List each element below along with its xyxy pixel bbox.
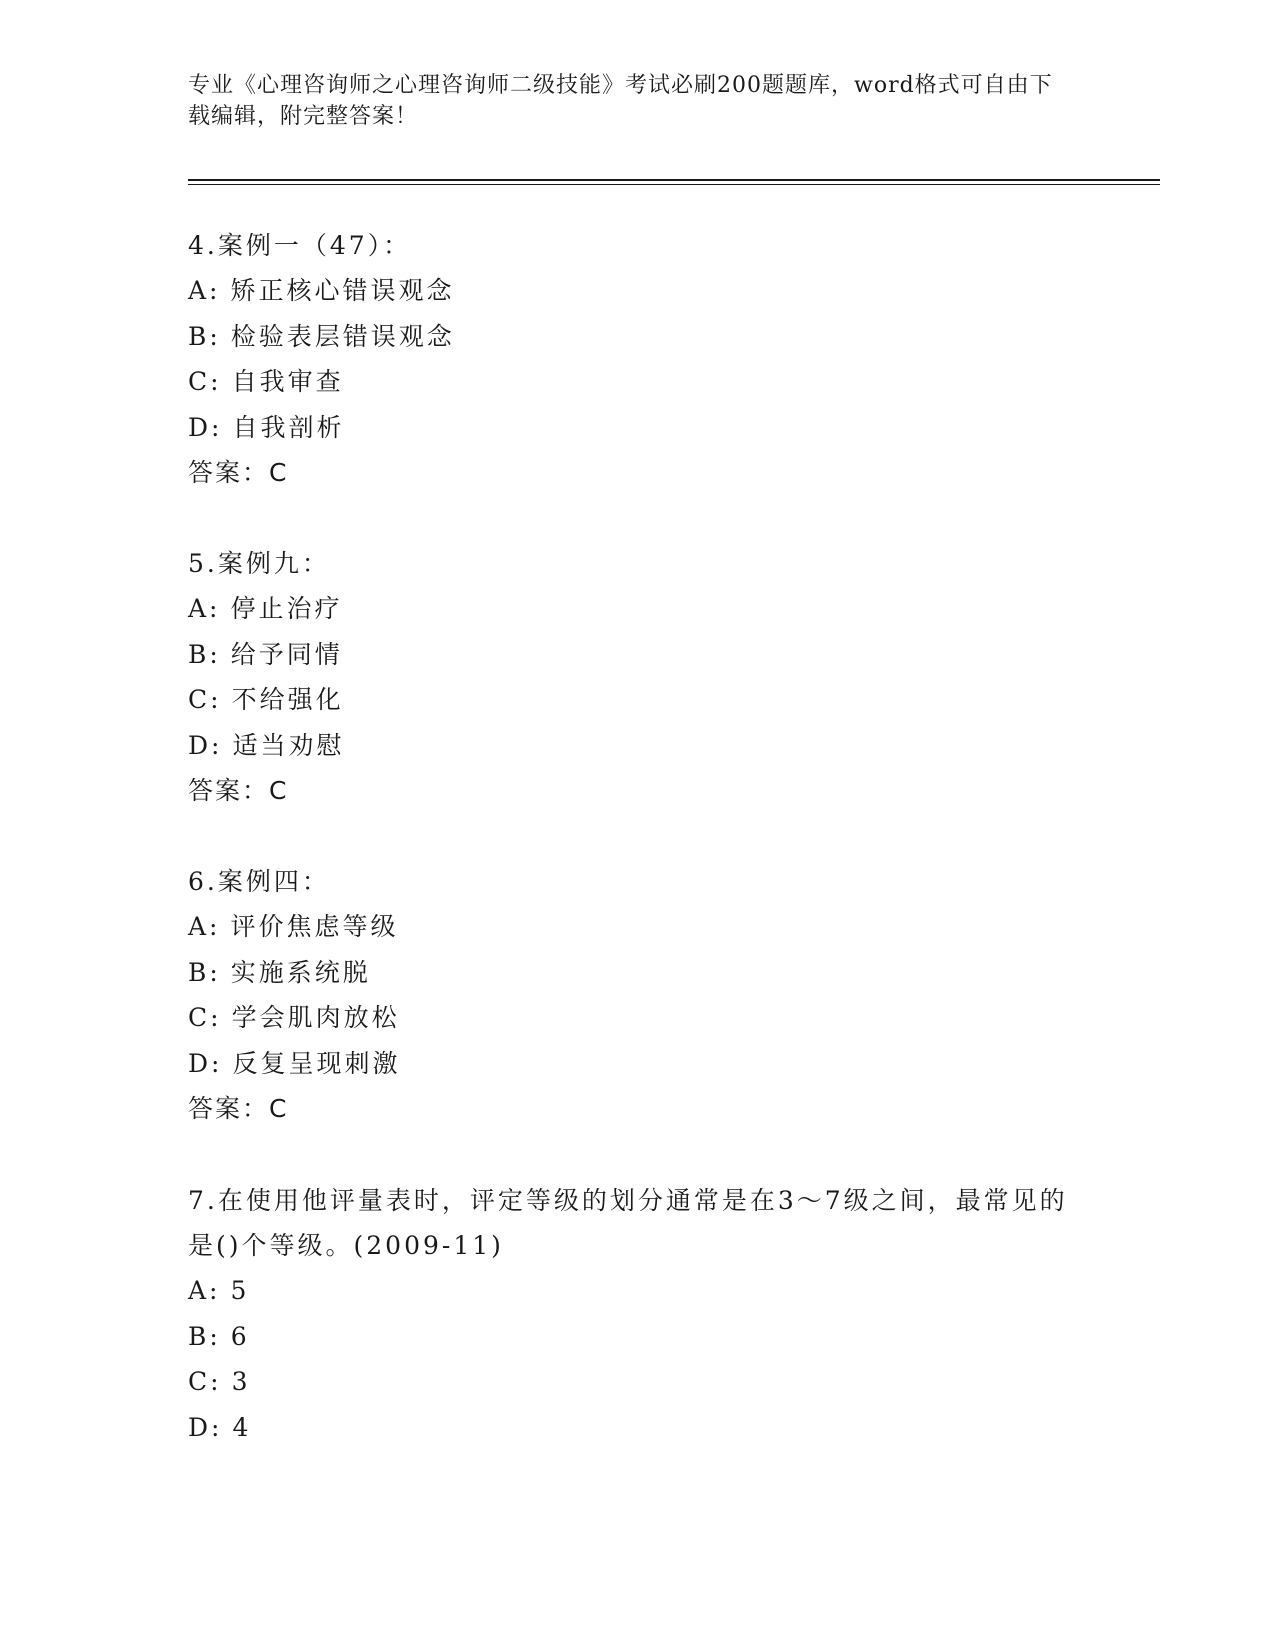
option-text: 学会肌肉放松 xyxy=(231,1003,400,1032)
question-6 xyxy=(188,859,1088,1131)
option-b xyxy=(188,314,1088,360)
option-a xyxy=(188,1268,1068,1314)
option-letter: D: xyxy=(188,1412,223,1442)
question-stem: 6.案例四： xyxy=(188,867,330,896)
option-text: 6 xyxy=(230,1321,250,1351)
option-a xyxy=(188,904,1088,950)
question-stem: 4.案例一（47）： xyxy=(188,231,412,260)
option-text: 4 xyxy=(232,1412,252,1442)
answer-line: 答案：C xyxy=(188,776,289,805)
option-d xyxy=(188,723,1088,769)
option-text: 检验表层错误观念 xyxy=(230,321,455,351)
question-stem: 7.在使用他评量表时，评定等级的划分通常是在3～7级之间，最常见的是()个等级。(2009-11) xyxy=(188,1186,1068,1260)
option-letter: D: xyxy=(188,412,223,442)
option-b xyxy=(188,632,1088,678)
option-text: 不给强化 xyxy=(231,685,344,714)
option-letter: D: xyxy=(188,1048,223,1078)
header-divider-thick xyxy=(188,179,1160,181)
option-letter: C: xyxy=(188,367,222,396)
option-letter: D: xyxy=(188,730,223,760)
option-d xyxy=(188,405,1088,451)
option-c xyxy=(188,359,1088,405)
option-text: 给予同情 xyxy=(230,639,343,669)
question-4 xyxy=(188,223,1088,495)
option-text: 停止治疗 xyxy=(230,594,343,623)
option-text: 适当劝慰 xyxy=(232,730,345,760)
option-letter: B: xyxy=(188,1321,221,1351)
question-7 xyxy=(188,1178,1068,1450)
option-text: 评价焦虑等级 xyxy=(230,912,399,941)
option-text: 实施系统脱 xyxy=(230,957,371,987)
answer-line: 答案：C xyxy=(188,458,289,487)
option-c xyxy=(188,995,1088,1041)
option-d xyxy=(188,1405,1068,1451)
option-letter: B: xyxy=(188,321,221,351)
option-letter: A: xyxy=(188,1276,221,1305)
option-c xyxy=(188,1359,1068,1405)
option-letter: C: xyxy=(188,1003,222,1032)
option-text: 自我剖析 xyxy=(232,412,345,442)
option-letter: C: xyxy=(188,1367,222,1396)
option-letter: A: xyxy=(188,276,221,305)
document-header: 专业《心理咨询师之心理咨询师二级技能》考试必刷200题题库，word格式可自由下载编辑，附完整答案！ xyxy=(188,73,1053,129)
option-a xyxy=(188,586,1088,632)
option-text: 反复呈现刺激 xyxy=(232,1048,401,1078)
option-letter: A: xyxy=(188,912,221,941)
option-text: 矫正核心错误观念 xyxy=(230,276,455,305)
option-d xyxy=(188,1041,1088,1087)
option-text: 3 xyxy=(231,1367,251,1396)
option-letter: B: xyxy=(188,639,221,669)
option-text: 自我审查 xyxy=(231,367,344,396)
option-letter: B: xyxy=(188,957,221,987)
option-b xyxy=(188,950,1088,996)
option-letter: A: xyxy=(188,594,221,623)
option-text: 5 xyxy=(230,1276,250,1305)
header-divider-thin xyxy=(188,184,1160,185)
answer-line: 答案：C xyxy=(188,1094,289,1123)
option-a xyxy=(188,268,1088,314)
question-stem: 5.案例九： xyxy=(188,549,330,578)
question-5 xyxy=(188,541,1088,813)
option-c xyxy=(188,677,1088,723)
option-b xyxy=(188,1314,1068,1360)
option-letter: C: xyxy=(188,685,222,714)
